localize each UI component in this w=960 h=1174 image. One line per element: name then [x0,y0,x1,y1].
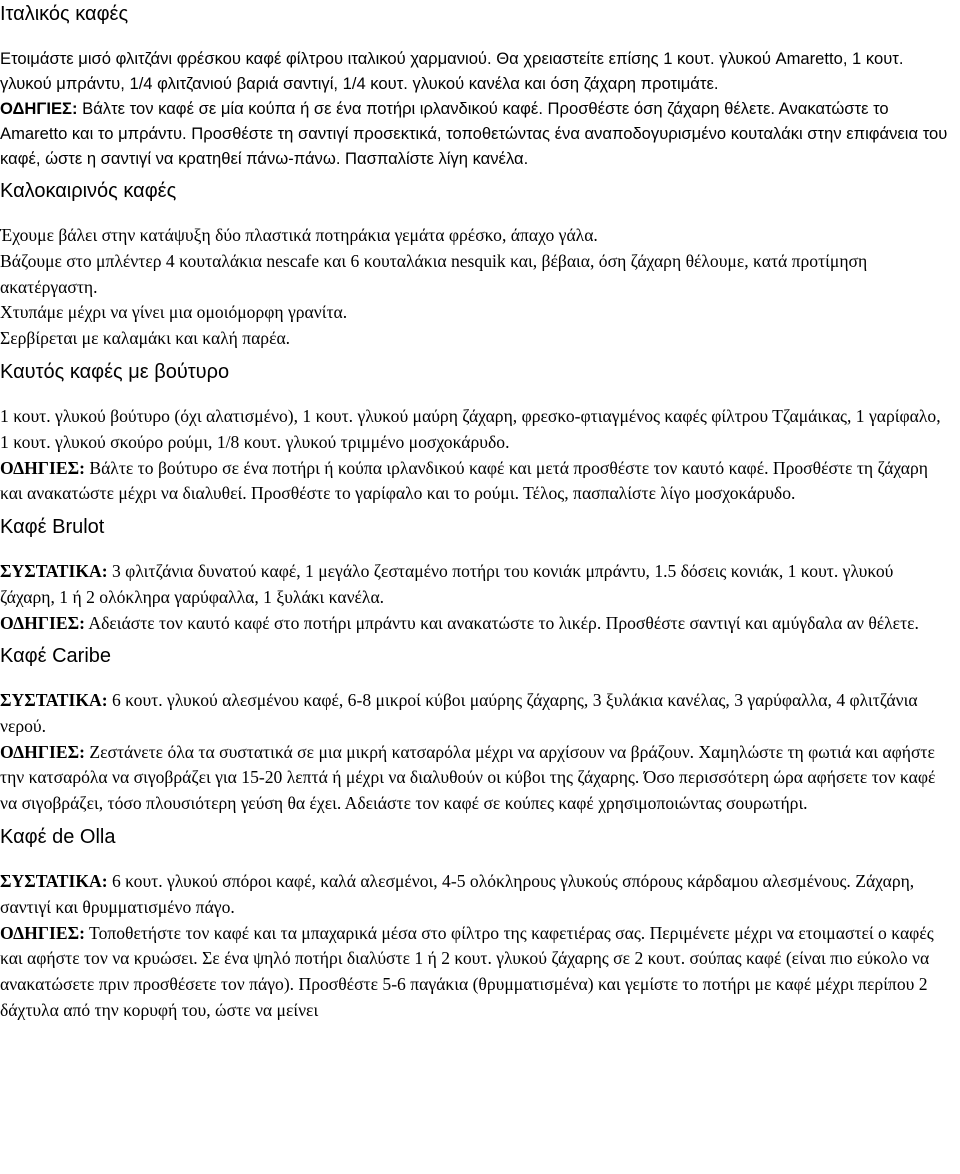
ingredients-paragraph [0,559,952,611]
instruction-line: Βάζουμε στο μπλέντερ 4 κουταλάκια nescafe και 6 κουταλάκια nesquik και, βέβαια, όση ζάχαρη θέλουμε, κατά προτίμηση ακατέργαστη. [0,250,868,297]
section-body-summer-coffee [0,223,952,352]
directions-text: Αδειάστε τον καυτό καφέ στο ποτήρι μπράντυ και ανακατώστε το λικέρ. Προσθέστε σαντιγί και αμύγδαλα αν θέλετε. [88,612,919,633]
directions-label: ΟΔΗΓΙΕΣ: [0,741,85,762]
directions-paragraph [0,611,952,637]
ingredients-label: ΣΥΣΤΑΤΙΚΑ: [0,561,108,581]
directions-paragraph [0,921,952,1024]
ingredients-text: 6 κουτ. γλυκού αλεσμένου καφέ, 6-8 μικροί κύβοι μαύρης ζάχαρης, 3 ξυλάκια κανέλας, 3 γαρύφαλλα, 4 φλιτζάνια νερού. [0,690,918,736]
directions-text: Βάλτε το βούτυρο σε ένα ποτήρι ή κούπα ιρλανδικού καφέ και μετά προσθέστε τον καυτό καφέ. Προσθέστε τη ζάχαρη και ανακατώστε μέχρι να διαλυθεί. Προσθέστε το γαρίφαλο και το ρούμι. Τέλος, πασπαλίστε λίγο μοσχοκάρυδο. [0,457,928,504]
ingredients-label: ΣΥΣΤΑΤΙΚΑ: [0,871,108,891]
directions-label: ΟΔΗΓΙΕΣ: [0,457,85,478]
section-title-brulot: Καφέ Brulot [0,516,105,538]
ingredients-text: 6 κουτ. γλυκού σπόροι καφέ, καλά αλεσμένοι, 4-5 ολόκληρους γλυκούς σπόρους κάρδαμου αλεσμένους. Ζάχαρη, σαντιγί και θρυμματισμένο πάγο. [0,871,915,917]
section-title-de-olla: Καφέ de Olla [0,826,116,848]
directions-paragraph [0,740,952,817]
directions-text: Βάλτε τον καφέ σε μία κούπα ή σε ένα ποτήρι ιρλανδικού καφέ. Προσθέστε όση ζάχαρη θέλετε. Ανακατώστε το Amaretto και το μπράντυ. Προσθέστε τη σαντιγί προσεκτικά, τοποθετώντας ένα αναποδογυρισμένο κουταλάκι στην επιφάνεια του καφέ, ώστε η σαντιγί να κρατηθεί πάνω-πάνω. Πασπαλίστε λίγη κανέλα. [0,99,948,168]
ingredients-label: ΣΥΣΤΑΤΙΚΑ: [0,690,108,710]
instruction-line: Σερβίρεται με καλαμάκι και καλή παρέα. [0,328,291,349]
directions-text: Ζεστάνετε όλα τα συστατικά σε μια μικρή κατσαρόλα μέχρι να αρχίσουν να βράζουν. Χαμηλώστε τη φωτιά και αφήστε την κατσαρόλα να σιγοβράζει για 15-20 λεπτά ή μέχρι να διαλυθούν οι κύβοι της ζάχαρης. Όσο περισσότερη ώρα αφήσετε τον καφέ να σιγοβράζει, τόσο πλουσιότερη γεύση θα έχει. Αδειάστε τον καφέ σε κούπες καφέ χρησιμοποιώντας σουρωτήρι. [0,741,936,814]
directions-paragraph [0,96,952,171]
ingredients-paragraph [0,688,952,740]
directions-label: ΟΔΗΓΙΕΣ: [0,922,85,943]
section-body-italian-coffee [0,46,952,171]
section-title-hot-buttered-coffee: Καυτός καφές με βούτυρο [0,361,230,383]
section-title-caribe: Καφέ Caribe [0,645,112,667]
directions-label: ΟΔΗΓΙΕΣ: [0,99,78,118]
instruction-line: Χτυπάμε μέχρι να γίνει μια ομοιόμορφη γρανίτα. [0,302,348,323]
ingredients-paragraph: 1 κουτ. γλυκού βούτυρο (όχι αλατισμένο), 1 κουτ. γλυκού μαύρη ζάχαρη, φρεσκο-φτιαγμένος καφές φίλτρου Τζαμάικας, 1 γαρίφαλο, 1 κουτ. γλυκού σκούρο ρούμι, 1/8 κουτ. γλυκού τριμμένο μοσχοκάρυδο. [0,406,941,452]
section-body-brulot [0,559,952,636]
intro-paragraph: Ετοιμάστε μισό φλιτζάνι φρέσκου καφέ φίλτρου ιταλικού χαρμανιού. Θα χρειαστείτε επίσης 1 κουτ. γλυκού Amaretto, 1 κουτ. γλυκού μπράντυ, 1/4 φλιτζανιού βαριά σαντιγί, 1/4 κουτ. γλυκού κανέλα και όση ζάχαρη προτιμάτε. [0,49,904,93]
directions-text: Τοποθετήστε τον καφέ και τα μπαχαρικά μέσα στο φίλτρο της καφετιέρας σας. Περιμένετε μέχρι να ετοιμαστεί ο καφές και αφήστε τον να κρυώσει. Σε ένα ψηλό ποτήρι διαλύστε 1 ή 2 κουτ. γλυκού ζάχαρης σε 2 κουτ. σούπας καφέ (είναι πιο εύκολο να ανακατώσετε πριν προσθέσετε τον πάγο). Προσθέστε 5-6 παγάκια (θρυμματισμένα) και γεμίστε το ποτήρι με καφέ μέχρι περίπου 2 δάχτυλα από την κορυφή του, ώστε να μείνει [0,922,934,1020]
instruction-line: Έχουμε βάλει στην κατάψυξη δύο πλαστικά ποτηράκια γεμάτα φρέσκο, άπαχο γάλα. [0,225,598,245]
ingredients-paragraph [0,869,952,921]
section-body-caribe [0,688,952,817]
section-body-de-olla [0,869,952,1024]
directions-paragraph [0,456,952,508]
section-body-hot-buttered-coffee [0,404,952,507]
section-title-italian-coffee: Ιταλικός καφές [0,3,129,25]
directions-label: ΟΔΗΓΙΕΣ: [0,612,85,633]
section-title-summer-coffee: Καλοκαιρινός καφές [0,180,177,202]
ingredients-text: 3 φλιτζάνια δυνατού καφέ, 1 μεγάλο ζεσταμένο ποτήρι του κονιάκ μπράντυ, 1.5 δόσεις κονιάκ, 1 κουτ. γλυκού ζάχαρη, 1 ή 2 ολόκληρα γαρύφαλλα, 1 ξυλάκι κανέλα. [0,561,894,607]
